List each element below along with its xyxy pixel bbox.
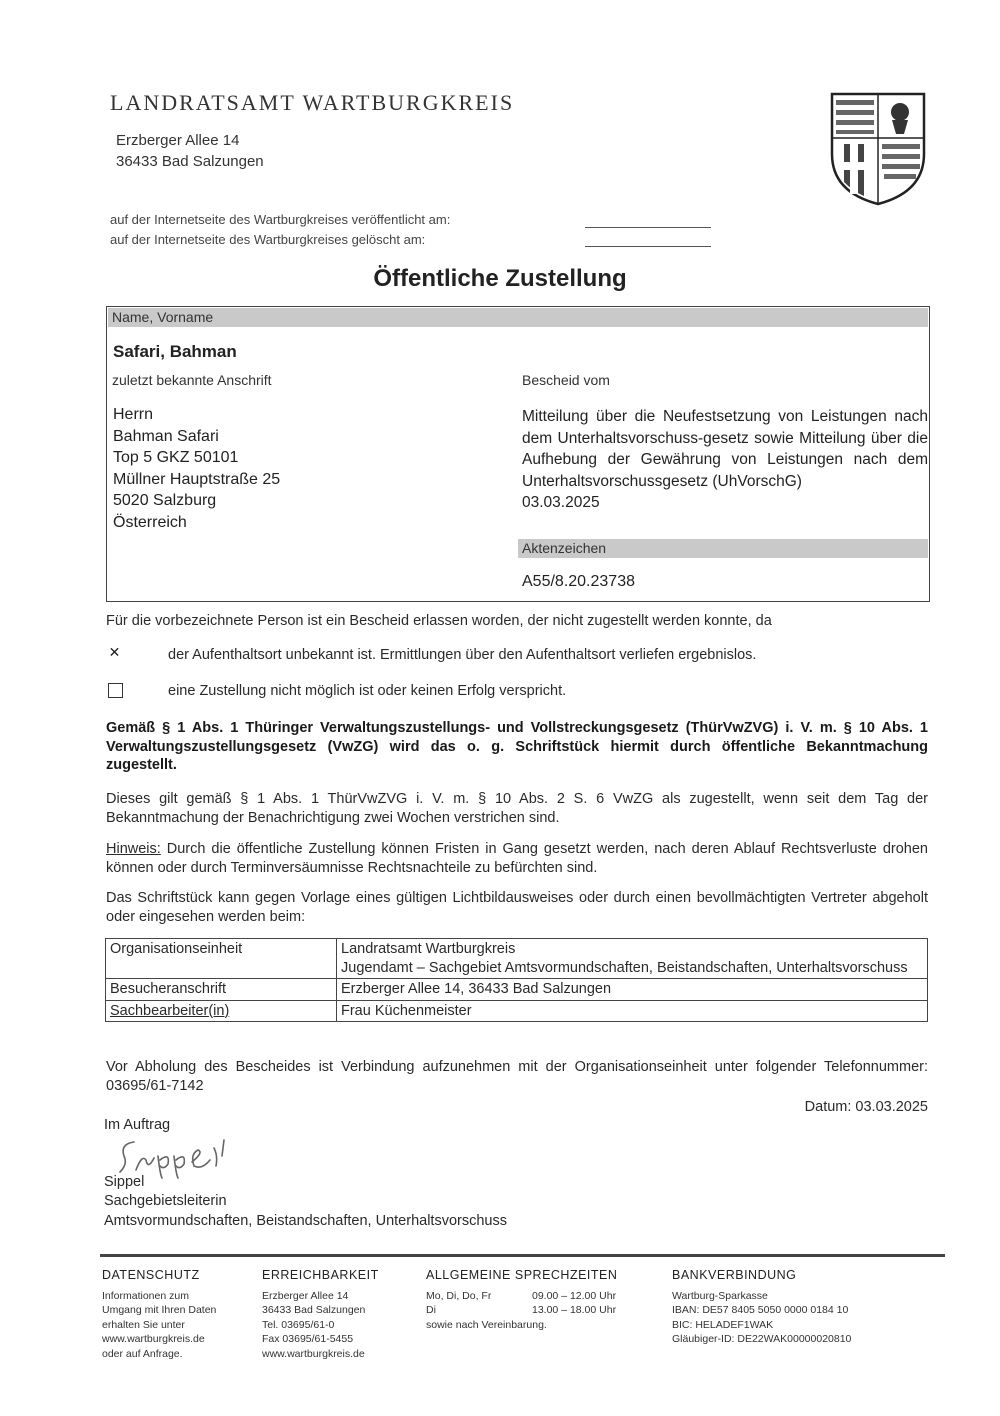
hours-row bbox=[426, 1303, 656, 1318]
name-header: Name, Vorname bbox=[108, 308, 928, 327]
agency-name: LANDRATSAMT WARTBURGKREIS bbox=[110, 90, 515, 115]
bescheid-text bbox=[522, 406, 928, 514]
validity-text: Dieses gilt gemäß § 1 Abs. 1 ThürVwZVG i. V. m. § 10 Abs. 2 S. 6 VwZG als zugestellt, wenn seit dem Tag der Bekanntmachung der Benachrichtigung zwei Wochen verstrichen sind. bbox=[106, 791, 928, 826]
hours-days: Di bbox=[426, 1304, 436, 1316]
footer-line: Umgang mit Ihren Daten bbox=[102, 1304, 217, 1316]
contact-text: Vor Abholung des Bescheides ist Verbindung aufzunehmen mit der Organisationseinheit unter folgender Telefonnummer: 03695/61-7142 bbox=[106, 1059, 928, 1094]
signer-name: Sippel bbox=[104, 1174, 145, 1190]
clerk-label: Sachbearbeiter(in) bbox=[106, 1000, 337, 1022]
clerk-value: Frau Küchenmeister bbox=[337, 1000, 928, 1022]
hint-text bbox=[106, 840, 928, 877]
hours-note: sowie nach Vereinbarung. bbox=[426, 1318, 547, 1331]
hint-label: Hinweis: bbox=[106, 841, 161, 857]
aktenzeichen-header: Aktenzeichen bbox=[518, 539, 928, 558]
footer-line: oder auf Anfrage. bbox=[102, 1347, 183, 1360]
option1-checkbox[interactable]: ✕ bbox=[108, 644, 121, 660]
published-label: auf der Internetseite des Wartburgkreises veröffentlicht am: bbox=[110, 212, 451, 227]
visitor-value: Erzberger Allee 14, 36433 Bad Salzungen bbox=[337, 979, 928, 1001]
visitor-label: Besucheranschrift bbox=[106, 979, 337, 1001]
footer-heading: DATENSCHUTZ bbox=[102, 1268, 200, 1282]
bescheid-description: Mitteilung über die Neufestsetzung von Leistungen nach dem Unterhaltsvorschuss-gesetz sowie Mitteilung über die Aufhebung der Gewährung von Leistungen nach dem Unterhaltsvorschussgesetz (UhVorschG) bbox=[522, 408, 928, 490]
aktenzeichen-value: A55/8.20.23738 bbox=[522, 573, 635, 590]
footer-heading: ERREICHBARKEIT bbox=[262, 1268, 379, 1282]
footer-line: Wartburg-Sparkasse bbox=[672, 1289, 768, 1302]
footer-sprechzeiten bbox=[426, 1268, 656, 1332]
org-value bbox=[337, 939, 928, 979]
hours-days: Mo, Di, Do, Fr bbox=[426, 1289, 492, 1302]
footer-line: BIC: HELADEF1WAK bbox=[672, 1318, 774, 1331]
document-date: Datum: 03.03.2025 bbox=[804, 1099, 928, 1115]
footer-line: www.wartburgkreis.de bbox=[262, 1347, 365, 1360]
footer-divider bbox=[100, 1254, 945, 1257]
address-line: Herrn bbox=[113, 406, 154, 423]
address-line: 5020 Salzburg bbox=[113, 492, 217, 509]
table-row bbox=[106, 939, 928, 979]
hint-body: Durch die öffentliche Zustellung können Fristen in Gang gesetzt werden, nach deren Ablauf Rechtsverluste drohen können oder durch Terminversäumnisse Rechtsnachteile zu befürchten sind. bbox=[106, 841, 928, 876]
footer-heading: ALLGEMEINE SPRECHZEITEN bbox=[426, 1268, 618, 1282]
recipient-address bbox=[113, 404, 280, 533]
signer-role: Sachgebietsleiterin bbox=[104, 1193, 227, 1209]
footer-line: erhalten Sie unter bbox=[102, 1318, 185, 1331]
intro-text: Für die vorbezeichnete Person ist ein Bescheid erlassen worden, der nicht zugestellt werden konnte, da bbox=[106, 613, 772, 629]
address-line: Bahman Safari bbox=[113, 427, 219, 445]
org-line1: Landratsamt Wartburgkreis bbox=[341, 941, 516, 957]
address-line: Top 5 GKZ 50101 bbox=[113, 449, 239, 466]
agency-city: 36433 Bad Salzungen bbox=[116, 153, 264, 170]
org-table bbox=[105, 938, 928, 1022]
org-label: Organisationseinheit bbox=[106, 939, 337, 979]
footer-bank bbox=[672, 1268, 944, 1347]
footer-line: Informationen zum bbox=[102, 1289, 189, 1302]
legal-text: Gemäß § 1 Abs. 1 Thüringer Verwaltungszustellungs- und Vollstreckungsgesetz (ThürVwZVG) i. V. m. § 10 Abs. 1 Verwaltungszustellungsgesetz (VwZG) wird das o. g. Schriftstück hiermit durch öffentliche Bekanntmachung zugestellt. bbox=[106, 720, 928, 773]
agency-street: Erzberger Allee 14 bbox=[116, 132, 240, 149]
footer-line: 36433 Bad Salzungen bbox=[262, 1304, 366, 1316]
deleted-date-line bbox=[585, 246, 711, 247]
address-line: Müllner Hauptstraße 25 bbox=[113, 470, 281, 488]
deleted-label: auf der Internetseite des Wartburgkreises gelöscht am: bbox=[110, 232, 426, 247]
org-line2: Jugendamt – Sachgebiet Amtsvormundschaften, Beistandschaften, Unterhaltsvorschuss bbox=[341, 959, 908, 976]
table-row bbox=[106, 1000, 928, 1022]
option2-checkbox[interactable] bbox=[108, 683, 123, 698]
pickup-text: Das Schriftstück kann gegen Vorlage eines gültigen Lichtbildausweises oder durch einen bevollmächtigten Vertreter abgeholt oder eingesehen werden beim: bbox=[106, 890, 928, 925]
footer-line: IBAN: DE57 8405 5050 0000 0184 10 bbox=[672, 1304, 849, 1316]
hours-row bbox=[426, 1289, 656, 1304]
address-line: Österreich bbox=[113, 513, 187, 531]
footer-line: Tel. 03695/61-0 bbox=[262, 1318, 335, 1331]
signer-department: Amtsvormundschaften, Beistandschaften, Unterhaltsvorschuss bbox=[104, 1213, 507, 1229]
im-auftrag: Im Auftrag bbox=[104, 1117, 171, 1133]
option2-label: eine Zustellung nicht möglich ist oder keinen Erfolg verspricht. bbox=[168, 683, 567, 699]
footer-line: Gläubiger-ID: DE22WAK00000020810 bbox=[672, 1333, 852, 1345]
footer-heading: BANKVERBINDUNG bbox=[672, 1268, 797, 1282]
recipient-name: Safari, Bahman bbox=[113, 342, 237, 361]
address-header: zuletzt bekannte Anschrift bbox=[112, 372, 272, 388]
option1-label: der Aufenthaltsort unbekannt ist. Ermittlungen über den Aufenthaltsort verliefen ergebnislos. bbox=[168, 647, 757, 663]
footer-line: Erzberger Allee 14 bbox=[262, 1289, 349, 1302]
coat-of-arms-icon bbox=[830, 92, 926, 206]
footer-erreichbarkeit bbox=[262, 1268, 412, 1361]
footer-datenschutz bbox=[102, 1268, 252, 1361]
hours-time: 09.00 – 12.00 Uhr bbox=[532, 1289, 617, 1302]
page-title: Öffentliche Zustellung bbox=[373, 265, 627, 292]
bescheid-date: 03.03.2025 bbox=[522, 494, 600, 511]
footer-line: Fax 03695/61-5455 bbox=[262, 1333, 354, 1345]
table-row bbox=[106, 979, 928, 1001]
bescheid-header: Bescheid vom bbox=[522, 372, 610, 388]
published-date-line bbox=[585, 227, 711, 228]
hours-time: 13.00 – 18.00 Uhr bbox=[532, 1304, 617, 1316]
footer-line: www.wartburgkreis.de bbox=[102, 1333, 205, 1345]
